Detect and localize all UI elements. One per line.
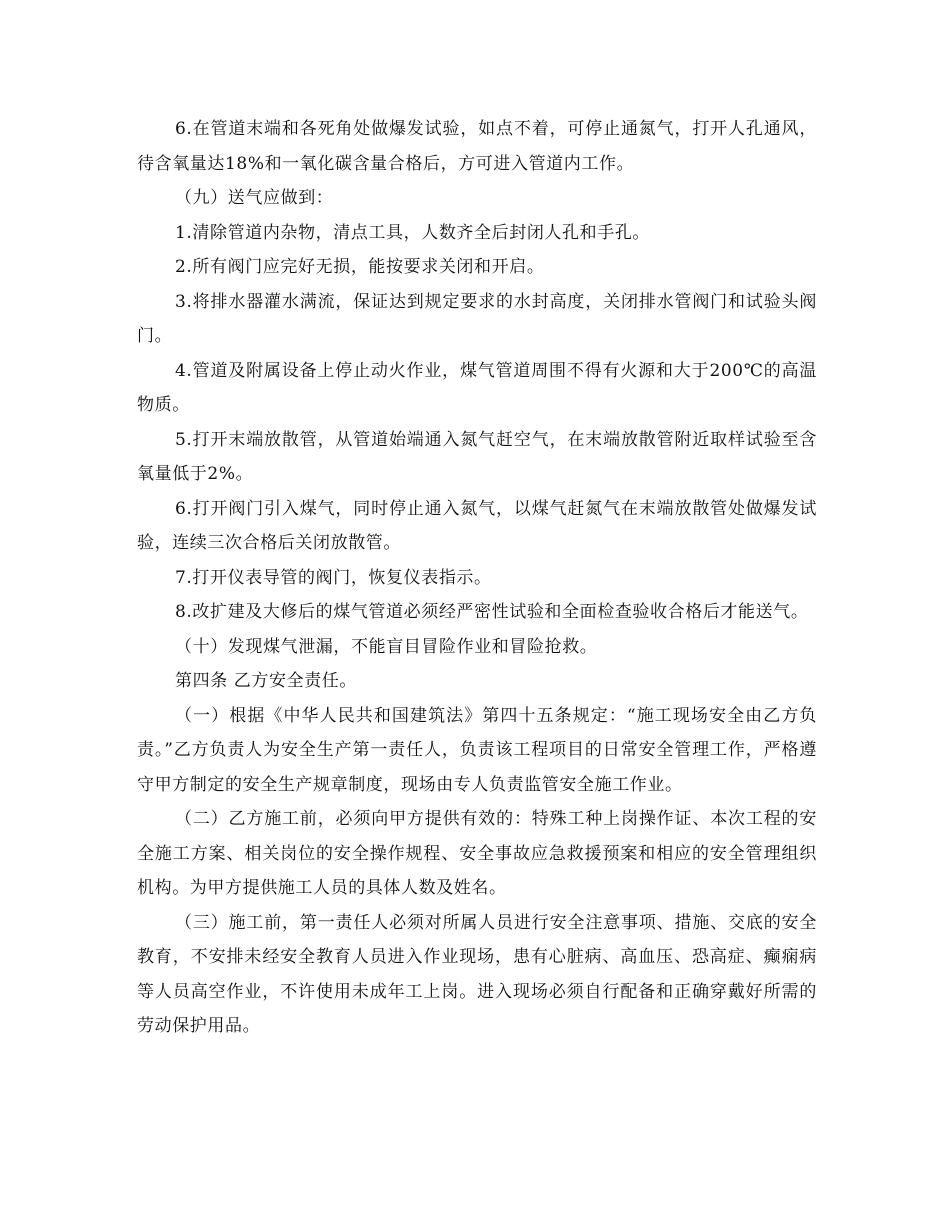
paragraph-heading-gas-leak: （十）发现煤气泄漏，不能盲目冒险作业和冒险抢救。: [175, 636, 598, 657]
paragraph-article-4-title: 第四条 乙方安全责任。: [175, 671, 358, 691]
document-body: [137, 112, 817, 1044]
paragraph-item-1: 1.清除管道内杂物，清点工具，人数齐全后封闭人孔和手孔。: [175, 222, 651, 243]
paragraph-item-8: 8.改扩建及大修后的煤气管道必须经严密性试验和全面检查验收合格后才能送气。: [175, 602, 809, 622]
paragraph-item-3: 3.将排水器灌水满流，保证达到规定要求的水封高度，关闭排水管阀门和试验头阀门。: [137, 291, 817, 346]
paragraph-purge-test: 6.在管道末端和各死角处做爆发试验，如点不着，可停止通氮气，打开人孔通风，待含氧量达18%和一氧化碳含量合格后，方可进入管道内工作。: [137, 119, 817, 174]
paragraph-heading-gas-supply: （九）送气应做到：: [175, 188, 334, 208]
paragraph-clause-2: （二）乙方施工前，必须向甲方提供有效的：特殊工种上岗操作证、本次工程的安全施工方案、相关岗位的安全操作规程、安全事故应急救援预案和相应的安全管理组织机构。为甲方提供施工人员的具体人数及姓名。: [137, 809, 817, 898]
paragraph-clause-1: （一）根据《中华人民共和国建筑法》第四十五条规定：“施工现场安全由乙方负责。”乙方负责人为安全生产第一责任人，负责该工程项目的日常安全管理工作，严格遵守甲方制定的安全生产规章制度，现场由专人负责监管安全施工作业。: [137, 705, 817, 795]
paragraph-item-2: 2.所有阀门应完好无损，能按要求关闭和开启。: [175, 257, 545, 277]
paragraph-item-5: 5.打开末端放散管，从管道始端通入氮气赶空气，在末端放散管附近取样试验至含氧量低于2%。: [137, 429, 817, 484]
paragraph-clause-3: （三）施工前，第一责任人必须对所属人员进行安全注意事项、措施、交底的安全教育，不安排未经安全教育人员进入作业现场，患有心脏病、高血压、恐高症、癫痫病等人员高空作业，不许使用未成年工上岗。进入现场必须自行配备和正确穿戴好所需的劳动保护用品。: [137, 912, 817, 1036]
paragraph-item-4: 4.管道及附属设备上停止动火作业，煤气管道周围不得有火源和大于200℃的高温物质。: [137, 360, 817, 415]
paragraph-item-7: 7.打开仪表导管的阀门，恢复仪表指示。: [175, 567, 492, 588]
paragraph-item-6: 6.打开阀门引入煤气，同时停止通入氮气，以煤气赶氮气在末端放散管处做爆发试验，连续三次合格后关闭放散管。: [137, 498, 817, 553]
